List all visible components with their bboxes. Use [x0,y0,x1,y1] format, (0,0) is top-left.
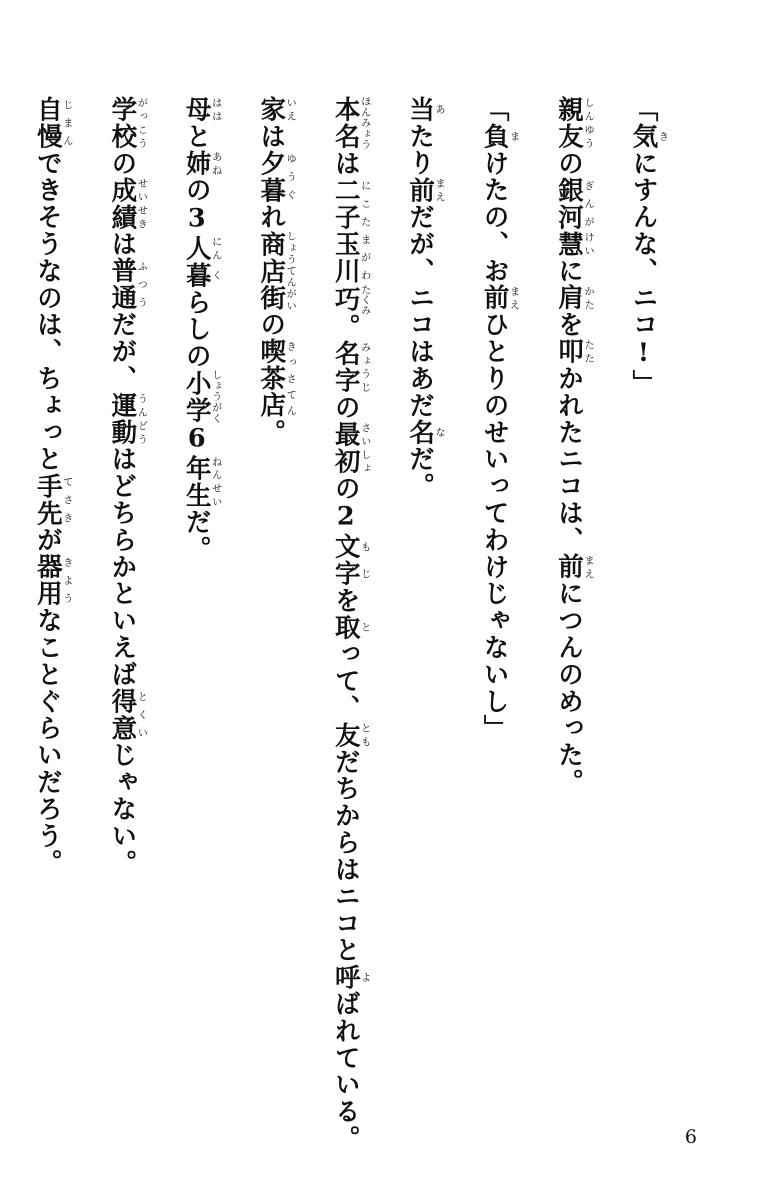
text-line: 家いえは夕暮ゆうぐれ商店街しょうてんがいの喫茶店きっさてん。 [256,96,296,446]
text-line: 当あたり前まえだが、ニコはあだ名なだ。 [405,96,445,500]
text-line: 母ははと姉あねの3人にん暮くらしの小学しょうがく6年生ねんせいだ。 [181,96,221,563]
text-line: 「負まけたの、お前まえひとりのせいってわけじゃないし」 [479,96,519,742]
text-line: 「気きにすんな、ニコ!」 [628,96,668,397]
text-line: 親友しんゆうの銀河ぎんが慧けいに肩かたを叩たたかれたニコは、前まえにつんのめった。 [554,96,594,796]
text-line: 学校がっこうの成績せいせきは普通ふつうだが、運動うんどうはどちらかといえば得意とくいじゃない。 [107,96,147,877]
text-line: 本名ほんみょうは二子玉川にこたまがわ巧たくみ。名字みょうじの最初さいしょの2文字もじを取とって、友ともだちからはニコと呼よばれている。 [330,96,370,1152]
ruby-ki: 気き [628,122,668,150]
body-text-vertical [32,96,693,1152]
page-number: 6 [684,1126,697,1148]
text-line: 自慢じまんできそうなのは、ちょっと手先てさきが器用きようなことぐらいだろう。 [32,96,72,877]
